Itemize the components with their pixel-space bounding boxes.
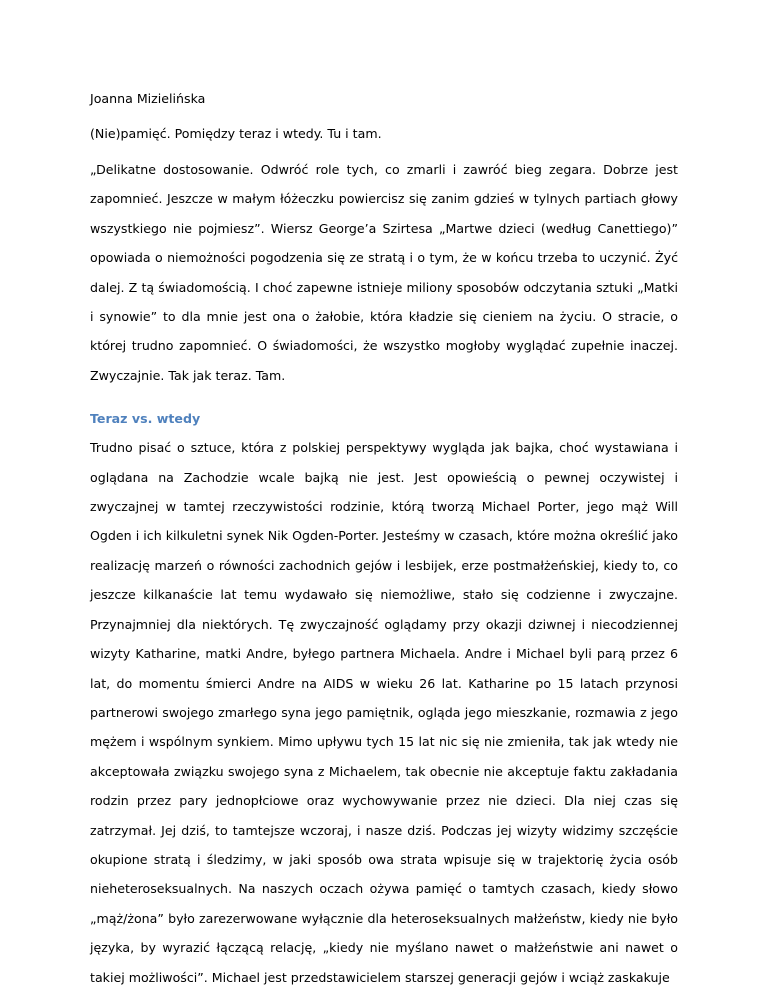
intro-paragraph: „Delikatne dostosowanie. Odwróć role tych, co zmarli i zawróć bieg zegara. Dobrze jest zapomnieć. Jeszcze w małym łóżeczku powiercisz się zanim gdzieś w tylnych partiach głowy wszystkiego nie pojmiesz”. Wiersz George’a Szirtesa „Martwe dzieci (według Canettiego)” opowiada o niemożności pogodzenia się ze stratą i o tym, że w końcu trzeba to uczynić. Żyć dalej. Z tą świadomością. I choć zapewne istnieje miliony sposobów odczytania sztuki „Matki i synowie” to dla mnie jest ona o żałobie, która kładzie się cieniem na życiu. O stracie, o której trudno zapomnieć. O świadomości, że wszystko mogłoby wyglądać zupełnie inaczej. Zwyczajnie. Tak jak teraz. Tam. [90,162,678,383]
author-name: Joanna Mizielińska [90,91,206,106]
document-title: (Nie)pamięć. Pomiędzy teraz i wtedy. Tu i tam. [90,126,382,141]
section-heading: Teraz vs. wtedy [90,411,201,427]
section-paragraph: Trudno pisać o sztuce, która z polskiej perspektywy wygląda jak bajka, choć wystawiana i oglądana na Zachodzie wcale bajką nie jest. Jest opowieścią o pewnej oczywistej i zwyczajnej w tamtej rzeczywistości rodzinie, którą tworzą Michael Porter, jego mąż Will Ogden i ich kilkuletni synek Nik Ogden-Porter. Jesteśmy w czasach, które można określić jako realizację marzeń o równości zachodnich gejów i lesbijek, erze postmałżeńskiej, kiedy to, co jeszcze kilkanaście lat temu wydawało się niemożliwe, stało się codzienne i zwyczajne. Przynajmniej dla niektórych. Tę zwyczajność oglądamy przy okazji dziwnej i niecodziennej wizyty Katharine, matki Andre, byłego partnera Michaela. Andre i Michael byli parą przez 6 lat, do momentu śmierci Andre na AIDS w wieku 26 lat. Katharine po 15 latach przynosi partnerowi swojego zmarłego syna jego pamiętnik, ogląda jego mieszkanie, rozmawia z jego mężem i wspólnym synkiem. Mimo upływu tych 15 lat nic się nie zmieniła, tak jak wtedy nie akceptowała związku swojego syna z Michaelem, tak obecnie nie akceptuje faktu zakładania rodzin przez pary jednopłciowe oraz wychowywanie przez nie dzieci. Dla niej czas się zatrzymał. Jej dziś, to tamtejsze wczoraj, i nasze dziś. Podczas jej wizyty widzimy szczęście okupione stratą i śledzimy, w jaki sposób owa strata wpisuje się w trajektorię życia osób nieheteroseksualnych. Na naszych oczach ożywa pamięć o tamtych czasach, kiedy słowo „mąż/żona” było zarezerwowane wyłącznie dla heteroseksualnych małżeństw, kiedy nie było języka, by wyrazić łączącą relację, „kiedy nie myślano nawet o małżeństwie ani nawet o takiej możliwości”. Michael jest przedstawicielem starszej generacji gejów i wciąż zaskakuje [90,440,678,985]
document-page [90,84,678,1006]
